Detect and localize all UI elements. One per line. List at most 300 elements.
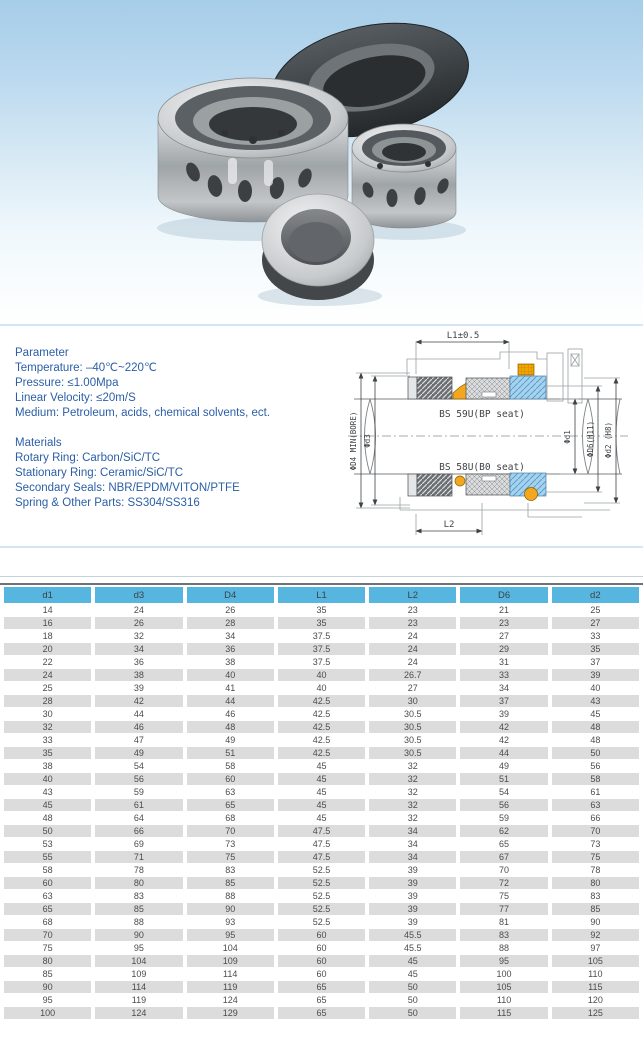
table-row (4, 630, 639, 642)
table-cell: 26 (95, 617, 182, 629)
materials-heading: Materials (15, 437, 62, 449)
table-cell: 34 (187, 630, 274, 642)
table-cell: 37 (460, 695, 547, 707)
table-row (4, 682, 639, 694)
table-topline-light (0, 576, 643, 577)
table-cell: 95 (95, 942, 182, 954)
table-cell: 35 (278, 617, 365, 629)
table-row (4, 747, 639, 759)
table-cell: 65 (4, 903, 91, 915)
table-cell: 110 (460, 994, 547, 1006)
materials-line: Rotary Ring: Carbon/SiC/TC (15, 452, 161, 464)
table-cell: 62 (460, 825, 547, 837)
table-cell: 95 (4, 994, 91, 1006)
table-row (4, 799, 639, 811)
table-cell: 92 (552, 929, 639, 941)
table-row (4, 955, 639, 967)
col-header-d2: d2 (552, 587, 639, 603)
table-cell: 35 (552, 643, 639, 655)
table-cell: 61 (552, 786, 639, 798)
table-cell: 78 (552, 864, 639, 876)
upper-seal (408, 364, 546, 399)
table-cell: 115 (460, 1007, 547, 1019)
table-cell: 24 (95, 604, 182, 616)
table-cell: 46 (95, 721, 182, 733)
technical-diagram (332, 329, 642, 548)
materials-line: Stationary Ring: Ceramic/SiC/TC (15, 467, 184, 479)
parameter-line: Medium: Petroleum, acids, chemical solvents, ect. (15, 407, 271, 419)
table-cell: 51 (187, 747, 274, 759)
table-row (4, 721, 639, 733)
table-cell: 104 (187, 942, 274, 954)
table-cell: 50 (369, 1007, 456, 1019)
table-cell: 42 (460, 734, 547, 746)
table-cell: 95 (460, 955, 547, 967)
parameter-block (15, 346, 270, 421)
table-cell: 80 (552, 877, 639, 889)
table-row (4, 604, 639, 616)
dimension-table (0, 586, 643, 1020)
table-cell: 81 (460, 916, 547, 928)
table-cell: 41 (187, 682, 274, 694)
table-row (4, 981, 639, 993)
table-cell: 26.7 (369, 669, 456, 681)
table-cell: 85 (4, 968, 91, 980)
table-cell: 54 (460, 786, 547, 798)
dim-d1-label: Φd1 (563, 430, 572, 444)
table-cell: 43 (4, 786, 91, 798)
table-cell: 63 (187, 786, 274, 798)
table-cell: 37.5 (278, 656, 365, 668)
table-cell: 83 (460, 929, 547, 941)
table-cell: 30.5 (369, 721, 456, 733)
table-cell: 70 (4, 929, 91, 941)
table-cell: 53 (4, 838, 91, 850)
table-cell: 109 (95, 968, 182, 980)
table-cell: 61 (95, 799, 182, 811)
table-cell: 90 (552, 916, 639, 928)
table-cell: 68 (4, 916, 91, 928)
table-row (4, 968, 639, 980)
table-cell: 32 (369, 786, 456, 798)
table-cell: 34 (369, 851, 456, 863)
seal-assembly-right (352, 124, 456, 228)
table-cell: 23 (369, 604, 456, 616)
table-cell: 109 (187, 955, 274, 967)
table-cell: 70 (552, 825, 639, 837)
table-cell: 95 (187, 929, 274, 941)
table-cell: 42 (95, 695, 182, 707)
table-cell: 69 (95, 838, 182, 850)
parameter-line: Temperature: –40℃~220℃ (15, 362, 157, 374)
table-cell: 45 (278, 773, 365, 785)
table-cell: 77 (460, 903, 547, 915)
table-cell: 16 (4, 617, 91, 629)
table-cell: 83 (187, 864, 274, 876)
table-cell: 24 (369, 656, 456, 668)
table-cell: 68 (187, 812, 274, 824)
table-row (4, 838, 639, 850)
table-cell: 34 (460, 682, 547, 694)
stationary-ring (262, 194, 374, 300)
table-row (4, 773, 639, 785)
table-cell: 32 (4, 721, 91, 733)
table-cell: 35 (278, 604, 365, 616)
col-header-d3: d3 (95, 587, 182, 603)
table-cell: 42 (460, 721, 547, 733)
table-cell: 75 (552, 851, 639, 863)
dimension-table-section (0, 576, 643, 1052)
table-cell: 78 (95, 864, 182, 876)
materials-line: Spring & Other Parts: SS304/SS316 (15, 497, 200, 509)
table-cell: 43 (552, 695, 639, 707)
table-row (4, 929, 639, 941)
table-cell: 44 (460, 747, 547, 759)
table-cell: 93 (187, 916, 274, 928)
table-cell: 59 (460, 812, 547, 824)
table-cell: 24 (4, 669, 91, 681)
table-cell: 52.5 (278, 903, 365, 915)
table-cell: 88 (187, 890, 274, 902)
table-cell: 60 (278, 929, 365, 941)
table-cell: 25 (552, 604, 639, 616)
table-cell: 100 (460, 968, 547, 980)
table-cell: 60 (278, 942, 365, 954)
table-cell: 90 (95, 929, 182, 941)
table-cell: 49 (187, 734, 274, 746)
table-cell: 119 (95, 994, 182, 1006)
table-cell: 34 (369, 825, 456, 837)
dim-l1-label: L1±0.5 (446, 331, 480, 341)
table-cell: 105 (552, 955, 639, 967)
table-cell: 40 (4, 773, 91, 785)
table-row (4, 812, 639, 824)
table-cell: 124 (187, 994, 274, 1006)
table-cell: 51 (460, 773, 547, 785)
table-cell: 88 (460, 942, 547, 954)
table-cell: 52.5 (278, 890, 365, 902)
table-row (4, 786, 639, 798)
table-cell: 39 (460, 708, 547, 720)
table-cell: 65 (187, 799, 274, 811)
table-row (4, 708, 639, 720)
table-cell: 33 (552, 630, 639, 642)
dim-d6-label: ΦD6(H11) (586, 420, 595, 458)
table-cell: 38 (187, 656, 274, 668)
table-cell: 20 (4, 643, 91, 655)
lower-seal (408, 473, 546, 501)
table-cell: 38 (4, 760, 91, 772)
table-cell: 33 (4, 734, 91, 746)
parameter-heading: Parameter (15, 347, 69, 359)
table-cell: 34 (369, 838, 456, 850)
table-cell: 46 (187, 708, 274, 720)
table-cell: 18 (4, 630, 91, 642)
table-cell: 42.5 (278, 708, 365, 720)
table-cell: 75 (187, 851, 274, 863)
table-cell: 75 (460, 890, 547, 902)
table-body (4, 604, 639, 1019)
table-cell: 58 (187, 760, 274, 772)
table-cell: 40 (278, 669, 365, 681)
product-photo-section (0, 0, 643, 324)
col-header-L2: L2 (369, 587, 456, 603)
table-cell: 49 (95, 747, 182, 759)
table-cell: 50 (552, 747, 639, 759)
table-cell: 75 (4, 942, 91, 954)
table-cell: 47.5 (278, 838, 365, 850)
table-cell: 63 (4, 890, 91, 902)
table-cell: 85 (95, 903, 182, 915)
table-cell: 56 (95, 773, 182, 785)
table-cell: 114 (187, 968, 274, 980)
table-cell: 38 (95, 669, 182, 681)
table-cell: 129 (187, 1007, 274, 1019)
table-cell: 33 (460, 669, 547, 681)
table-cell: 45 (4, 799, 91, 811)
table-cell: 48 (552, 734, 639, 746)
table-cell: 71 (95, 851, 182, 863)
table-cell: 45 (278, 812, 365, 824)
table-cell: 36 (187, 643, 274, 655)
table-cell: 45 (369, 968, 456, 980)
table-cell: 32 (95, 630, 182, 642)
table-cell: 60 (4, 877, 91, 889)
table-cell: 44 (187, 695, 274, 707)
table-cell: 63 (552, 799, 639, 811)
col-header-D6: D6 (460, 587, 547, 603)
table-cell: 31 (460, 656, 547, 668)
parameter-line: Linear Velocity: ≤20m/S (15, 392, 136, 404)
table-cell: 28 (187, 617, 274, 629)
table-cell: 85 (187, 877, 274, 889)
table-cell: 65 (278, 981, 365, 993)
parameter-line: Pressure: ≤1.00Mpa (15, 377, 119, 389)
dim-l1 (416, 342, 509, 374)
specs-section (0, 326, 643, 546)
col-header-L1: L1 (278, 587, 365, 603)
table-cell: 40 (552, 682, 639, 694)
table-cell: 30.5 (369, 747, 456, 759)
table-cell: 39 (369, 864, 456, 876)
table-cell: 39 (369, 877, 456, 889)
table-cell: 30 (369, 695, 456, 707)
table-cell: 24 (369, 630, 456, 642)
table-cell: 44 (95, 708, 182, 720)
top-seal-label: BS 59U(BP seat) (439, 409, 525, 420)
table-cell: 56 (552, 760, 639, 772)
table-row (4, 669, 639, 681)
table-cell: 115 (552, 981, 639, 993)
specs-text (15, 346, 270, 511)
table-cell: 42.5 (278, 695, 365, 707)
dim-d2-label: Φd2 (H8) (604, 421, 613, 459)
table-cell: 65 (460, 838, 547, 850)
table-cell: 85 (552, 903, 639, 915)
table-cell: 26 (187, 604, 274, 616)
table-cell: 45 (369, 955, 456, 967)
table-cell: 48 (4, 812, 91, 824)
table-cell: 45.5 (369, 929, 456, 941)
product-photo (0, 0, 643, 324)
table-cell: 58 (4, 864, 91, 876)
table-cell: 54 (95, 760, 182, 772)
table-cell: 39 (95, 682, 182, 694)
table-cell: 59 (95, 786, 182, 798)
table-cell: 80 (95, 877, 182, 889)
table-cell: 105 (460, 981, 547, 993)
table-topline-dark (0, 583, 643, 585)
table-cell: 104 (95, 955, 182, 967)
table-cell: 66 (95, 825, 182, 837)
table-cell: 35 (4, 747, 91, 759)
table-cell: 34 (95, 643, 182, 655)
table-cell: 45 (278, 786, 365, 798)
table-cell: 45 (278, 760, 365, 772)
table-cell: 60 (278, 968, 365, 980)
table-cell: 39 (369, 903, 456, 915)
table-cell: 42.5 (278, 721, 365, 733)
table-cell: 120 (552, 994, 639, 1006)
table-cell: 48 (552, 721, 639, 733)
table-cell: 45 (278, 799, 365, 811)
table-cell: 114 (95, 981, 182, 993)
table-cell: 58 (552, 773, 639, 785)
table-cell: 49 (460, 760, 547, 772)
table-cell: 23 (460, 617, 547, 629)
table-cell: 22 (4, 656, 91, 668)
table-cell: 66 (552, 812, 639, 824)
table-cell: 50 (369, 981, 456, 993)
table-cell: 97 (552, 942, 639, 954)
table-cell: 30.5 (369, 708, 456, 720)
table-row (4, 643, 639, 655)
table-cell: 52.5 (278, 864, 365, 876)
table-row (4, 890, 639, 902)
bottom-seal-label: BS 58U(B0 seat) (439, 462, 525, 473)
table-cell: 30.5 (369, 734, 456, 746)
col-header-d1: d1 (4, 587, 91, 603)
table-cell: 30 (4, 708, 91, 720)
dim-l2 (416, 503, 482, 535)
table-row (4, 656, 639, 668)
dim-l2-label: L2 (443, 520, 455, 530)
table-cell: 65 (278, 1007, 365, 1019)
table-cell: 25 (4, 682, 91, 694)
table-cell: 32 (369, 812, 456, 824)
table-cell: 42.5 (278, 734, 365, 746)
table-row (4, 864, 639, 876)
table-cell: 83 (95, 890, 182, 902)
table-cell: 39 (552, 669, 639, 681)
table-cell: 40 (187, 669, 274, 681)
col-header-D4: D4 (187, 587, 274, 603)
table-cell: 23 (369, 617, 456, 629)
table-cell: 27 (552, 617, 639, 629)
table-row (4, 903, 639, 915)
table-cell: 24 (369, 643, 456, 655)
table-cell: 39 (369, 916, 456, 928)
table-cell: 83 (552, 890, 639, 902)
table-cell: 60 (187, 773, 274, 785)
table-cell: 32 (369, 799, 456, 811)
table-cell: 45.5 (369, 942, 456, 954)
table-row (4, 695, 639, 707)
table-row (4, 916, 639, 928)
table-cell: 73 (552, 838, 639, 850)
table-cell: 32 (369, 760, 456, 772)
table-cell: 42.5 (278, 747, 365, 759)
table-cell: 27 (460, 630, 547, 642)
table-cell: 36 (95, 656, 182, 668)
table-cell: 47.5 (278, 825, 365, 837)
table-cell: 52.5 (278, 916, 365, 928)
table-cell: 14 (4, 604, 91, 616)
table-cell: 73 (187, 838, 274, 850)
dim-d3-label: Φd3 (363, 434, 372, 448)
table-row (4, 994, 639, 1006)
table-row (4, 825, 639, 837)
table-cell: 70 (187, 825, 274, 837)
table-row (4, 617, 639, 629)
table-cell: 37.5 (278, 643, 365, 655)
table-cell: 45 (552, 708, 639, 720)
table-cell: 28 (4, 695, 91, 707)
table-cell: 56 (460, 799, 547, 811)
table-cell: 52.5 (278, 877, 365, 889)
table-cell: 50 (369, 994, 456, 1006)
table-row (4, 760, 639, 772)
table-row (4, 851, 639, 863)
table-cell: 39 (369, 890, 456, 902)
table-cell: 27 (369, 682, 456, 694)
table-cell: 47.5 (278, 851, 365, 863)
table-cell: 70 (460, 864, 547, 876)
table-cell: 40 (278, 682, 365, 694)
table-cell: 80 (4, 955, 91, 967)
table-cell: 124 (95, 1007, 182, 1019)
table-cell: 64 (95, 812, 182, 824)
table-header-row (4, 587, 639, 603)
materials-block (15, 436, 270, 511)
table-cell: 21 (460, 604, 547, 616)
table-row (4, 734, 639, 746)
table-cell: 47 (95, 734, 182, 746)
dim-d4-label: ΦD4 MIN(BORE) (349, 411, 358, 471)
table-cell: 110 (552, 968, 639, 980)
table-cell: 100 (4, 1007, 91, 1019)
table-cell: 50 (4, 825, 91, 837)
table-row (4, 1007, 639, 1019)
table-cell: 29 (460, 643, 547, 655)
table-cell: 88 (95, 916, 182, 928)
table-cell: 90 (4, 981, 91, 993)
table-cell: 65 (278, 994, 365, 1006)
table-cell: 119 (187, 981, 274, 993)
materials-line: Secondary Seals: NBR/EPDM/VITON/PTFE (15, 482, 240, 494)
table-cell: 48 (187, 721, 274, 733)
table-cell: 90 (187, 903, 274, 915)
table-cell: 72 (460, 877, 547, 889)
table-cell: 37.5 (278, 630, 365, 642)
table-cell: 67 (460, 851, 547, 863)
table-row (4, 942, 639, 954)
table-cell: 32 (369, 773, 456, 785)
table-row (4, 877, 639, 889)
table-cell: 125 (552, 1007, 639, 1019)
table-cell: 60 (278, 955, 365, 967)
table-cell: 37 (552, 656, 639, 668)
